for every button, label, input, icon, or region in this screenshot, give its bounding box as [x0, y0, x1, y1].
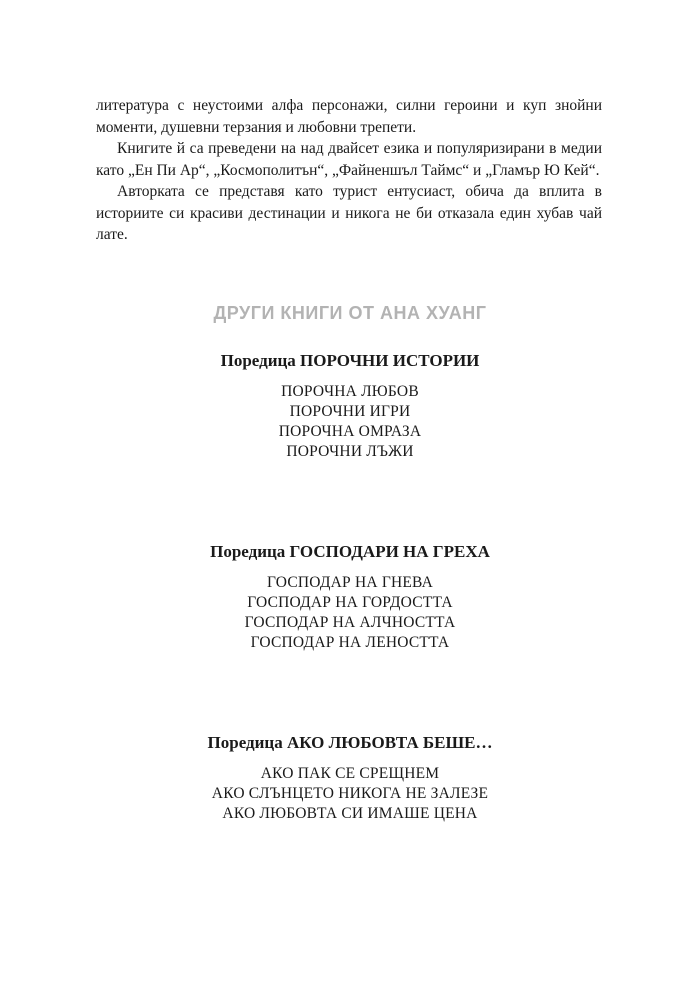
book-title: ПОРОЧНА ОМРАЗА [278, 423, 422, 440]
series-title: Поредица ПОРОЧНИ ИСТОРИИ [220, 351, 480, 370]
series-block [0, 350, 700, 462]
book-title: ПОРОЧНА ЛЮБОВ [281, 383, 419, 400]
bio-paragraph: Книгите й са преведени на над двайсет езика и популяризирани в медии като „Ен Пи Ар“, „Космополитън“, „Файненшъл Таймс“ и „Гламър Ю Кей“. [96, 140, 602, 179]
book-title: АКО СЛЪНЦЕТО НИКОГА НЕ ЗАЛЕЗЕ [211, 785, 489, 802]
book-title: ГОСПОДАР НА АЛЧНОСТТА [244, 614, 456, 631]
book-title: АКО ЛЮБОВТА СИ ИМАШЕ ЦЕНА [222, 805, 478, 822]
book-list [0, 764, 700, 824]
book-title: ГОСПОДАР НА ГОРДОСТТА [247, 594, 453, 611]
book-title: ПОРОЧНИ ИГРИ [289, 403, 411, 420]
book-title: ПОРОЧНИ ЛЪЖИ [286, 443, 414, 460]
series-block [0, 541, 700, 653]
bio-paragraph: литература с неустоими алфа персонажи, силни героини и куп знойни моменти, душевни терзания и любовни трепети. [96, 97, 602, 136]
series-title: Поредица ГОСПОДАРИ НА ГРЕХА [210, 542, 490, 561]
book-title: АКО ПАК СЕ СРЕЩНЕМ [260, 765, 440, 782]
bio-paragraph: Авторката се представя като турист ентусиаст, обича да вплита в историите си красиви дестинации и никога не би отказала един хубав чай лате. [96, 183, 602, 243]
series-block [0, 732, 700, 824]
other-books-heading: ДРУГИ КНИГИ ОТ АНА ХУАНГ [213, 303, 487, 323]
author-bio-text [96, 95, 602, 246]
book-title: ГОСПОДАР НА ГНЕВА [266, 574, 433, 591]
series-title: Поредица АКО ЛЮБОВТА БЕШЕ… [207, 733, 493, 752]
book-title: ГОСПОДАР НА ЛЕНОСТТА [250, 634, 450, 651]
book-list [0, 382, 700, 462]
book-list [0, 573, 700, 653]
